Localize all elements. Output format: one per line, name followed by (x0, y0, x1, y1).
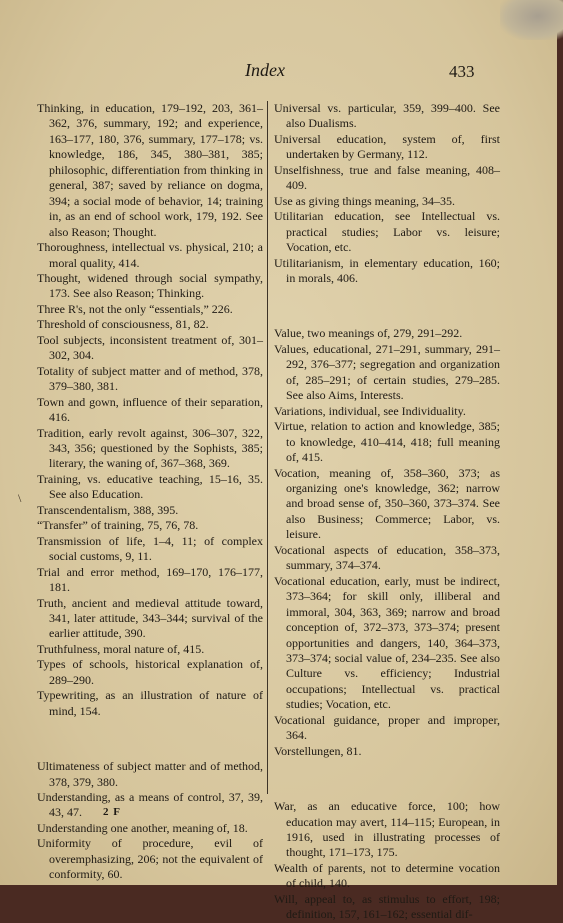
index-entry: Virtue, relation to action and knowledge, 385; to knowledge, 410–414, 418; full meaning of, 415. (274, 419, 500, 465)
index-entry: Understanding one another, meaning of, 18. (37, 820, 248, 835)
index-entry: War, as an educative force, 100; how education may avert, 114–115; European, in 1916, used in illustrating processes of thought, 171–173, 175. (274, 799, 500, 860)
section-gap (37, 731, 263, 747)
index-entry: Thinking, in education, 179–192, 203, 361–362, 376, summary, 192; and experience, 163–177, 180, 376, summary, 177–178; vs. knowledge, 186, 345, 380–381, 385; philosophic, differentiation from thinking in general, 387; saved by reliance on dogma, 394; a social mode of behavior, 14; training in, as an end of school work, 179, 192. See also Reason; Thought. (37, 101, 263, 239)
index-entry: Thoroughness, intellectual vs. physical, 210; a moral quality, 414. (37, 240, 263, 270)
index-entry: Ultimateness of subject matter and of method, 378, 379, 380. (37, 759, 263, 789)
index-column-left (37, 101, 263, 883)
index-entry: Truthfulness, moral nature of, 415. (37, 641, 205, 656)
index-entry: Thought, widened through social sympathy, 173. See also Reason; Thinking. (37, 270, 263, 301)
index-entry: Variations, individual, see Individuality. (274, 403, 466, 418)
index-entry: Truth, ancient and medieval attitude toward, 341, later attitude, 343–344; survival of the earlier attitude, 390. (37, 595, 263, 641)
index-entry: Wealth of parents, not to determine vocation of child, 140. (274, 860, 500, 891)
index-entry: Universal vs. particular, 359, 399–400. See also Dualisms. (274, 101, 500, 131)
index-column-right (274, 101, 500, 923)
signature-mark: 2 F (103, 806, 121, 818)
section-gap (274, 771, 500, 787)
margin-pencil-mark: \ (18, 491, 22, 505)
index-entry: Three R's, not the only “essentials,” 226. (37, 301, 233, 316)
index-entry: Vocation, meaning of, 358–360, 373; as organizing one's knowledge, 362; narrow and broad sense of, 350–360, 373–374. See also Business; Commerce; Labor, vs. leisure. (274, 465, 500, 542)
index-entry: Unselfishness, true and false meaning, 408–409. (274, 162, 500, 193)
index-entry: Use as giving things meaning, 34–35. (274, 193, 455, 208)
running-head (0, 60, 557, 84)
index-entry: Values, educational, 271–291, summary, 291–292, 376–377; segregation and organization of, 285–291; of certain studies, 279–285. See also Aims, Interests. (274, 341, 500, 403)
index-entry: Universal education, system of, first undertaken by Germany, 112. (274, 131, 500, 162)
index-entry: Tradition, early revolt against, 306–307, 322, 343, 356; questioned by the Sophists, 385; literary, the waning of, 367–368, 369. (37, 425, 263, 471)
index-entry: “Transfer” of training, 75, 76, 78. (37, 518, 199, 533)
index-entry: Uniformity of procedure, evil of overemphasizing, 206; not the equivalent of conformity, 60. (37, 836, 263, 882)
index-entry: Will, appeal to, as stimulus to effort, 198; definition, 157, 161–162; essential dif- (274, 891, 500, 922)
index-entry: Training, vs. educative teaching, 15–16, 35. See also Education. (37, 471, 263, 502)
index-entry: Transmission of life, 1–4, 11; of complex social customs, 9, 11. (37, 533, 263, 564)
index-entry: Utilitarianism, in elementary education, 160; in morals, 406. (274, 255, 500, 285)
index-entry: Vorstellungen, 81. (274, 743, 362, 758)
index-entry: Types of schools, historical explanation of, 289–290. (37, 657, 263, 687)
index-entry: Threshold of consciousness, 81, 82. (37, 317, 209, 332)
running-title: Index (245, 60, 285, 80)
index-entry: Value, two meanings of, 279, 291–292. (274, 326, 463, 341)
index-entry: Tool subjects, inconsistent treatment of, 301–302, 304. (37, 332, 263, 363)
index-entry: Totality of subject matter and of method, 378, 379–380, 381. (37, 363, 263, 394)
index-entry: Vocational guidance, proper and improper, 364. (274, 712, 500, 743)
index-entry: Vocational aspects of education, 358–373, summary, 374–374. (274, 542, 500, 573)
index-entry: Understanding, as a means of control, 37, 39, 43, 47. (37, 790, 263, 820)
page-number: 433 (449, 62, 475, 81)
index-entry: Transcendentalism, 388, 395. (37, 502, 179, 517)
index-entry: Town and gown, influence of their separation, 416. (37, 394, 263, 425)
column-divider (267, 101, 268, 794)
section-gap (274, 298, 500, 314)
index-entry: Typewriting, as an illustration of nature of mind, 154. (37, 688, 263, 718)
index-entry: Trial and error method, 169–170, 176–177, 181. (37, 564, 263, 595)
page-stain (500, 0, 563, 40)
index-entry: Utilitarian education, see Intellectual vs. practical studies; Labor vs. leisure; Vocation, etc. (274, 209, 500, 255)
index-entry: Vocational education, early, must be indirect, 373–364; for skill only, illiberal and immoral, 304, 363, 369; narrow and broad conception of, 372–373, 373–374; present opportunities and dangers, 140, 364–373, 373–374; social value of, 234–235. See also Culture vs. efficiency; Industrial occupations; Intellectual vs. practical studies; Vocation, etc. (274, 573, 500, 712)
